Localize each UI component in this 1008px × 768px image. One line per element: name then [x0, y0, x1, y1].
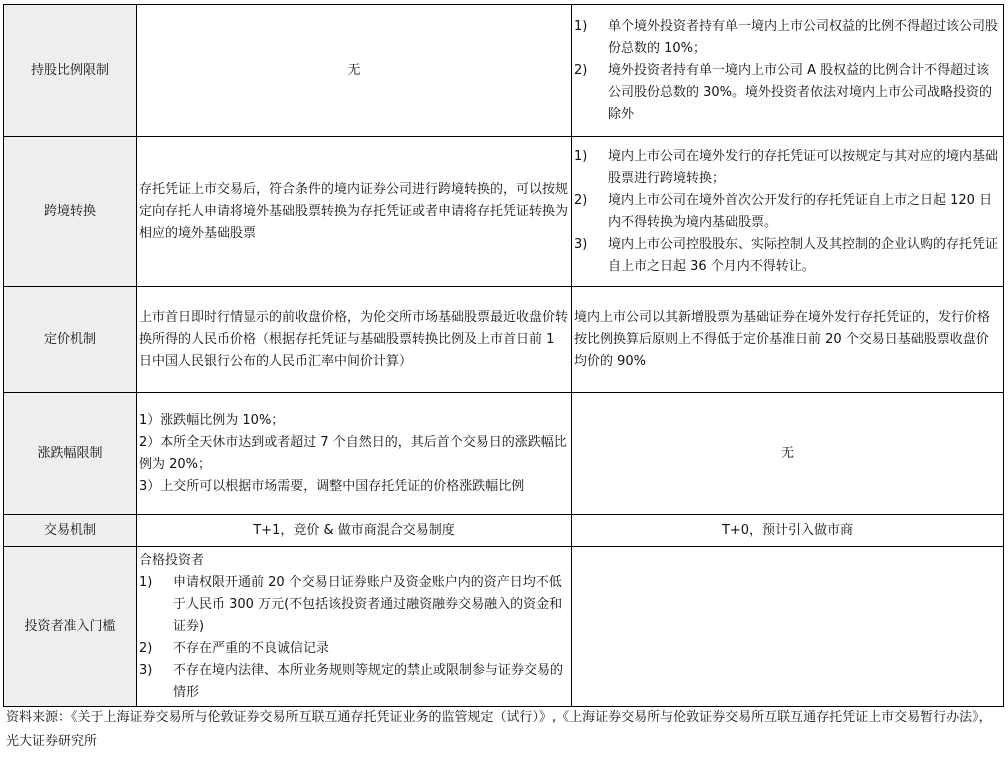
- cell-text: T+0，预计引入做市商: [572, 515, 1004, 547]
- list-number: 1): [574, 18, 588, 34]
- row-label: 交易机制: [4, 515, 137, 547]
- row-label: 跨境转换: [4, 137, 137, 287]
- line-item: 1）涨跌幅比例为 10%；: [139, 412, 285, 428]
- table-row: [4, 5, 1004, 137]
- list-item: [574, 234, 1001, 278]
- source-note: 资料来源：《关于上海证券交易所与伦敦证券交易所互联互通存托凭证业务的监管规定（试行）》,《上海证券交易所与伦敦证券交易所互联互通存托凭证上市交易暂行办法》，光大证券研究所: [6, 710, 992, 749]
- list-number: 3): [139, 662, 153, 678]
- line-item: 3）上交所可以根据市场需要，调整中国存托凭证的价格涨跌幅比例: [139, 478, 525, 494]
- cell-text: 境内上市公司以其新增股票为基础证券在境外发行存托凭证的，发行价格按比例换算后原则上不得低于定价基准日前 20 个交易日基础股票收盘价均价的 90%: [572, 287, 1004, 393]
- list-text: 境内上市公司在境外发行的存托凭证可以按规定与其对应的境内基础股票进行跨境转换；: [608, 148, 999, 186]
- list-item: [574, 60, 1001, 126]
- row-label: 定价机制: [4, 287, 137, 393]
- list-item: [139, 638, 569, 660]
- list-item: [574, 146, 1001, 190]
- list-text: 境内上市公司在境外首次公开发行的存托凭证自上市之日起 120 日内不得转换为境内基础股票。: [608, 192, 993, 230]
- cell-list: [572, 5, 1004, 137]
- cell-text: 无: [572, 393, 1004, 515]
- list-text: 单个境外投资者持有单一境内上市公司权益的比例不得超过该公司股份总数的 10%；: [608, 18, 999, 56]
- cell-list: [572, 137, 1004, 287]
- list-text: 境内上市公司控股股东、实际控制人及其控制的企业认购的存托凭证自上市之日起 36 个月内不得转让。: [608, 236, 999, 274]
- table-row: [4, 393, 1004, 515]
- list-number: 3): [574, 236, 588, 252]
- list-item: [574, 190, 1001, 234]
- table-row: [4, 287, 1004, 393]
- list-text: 申请权限开通前 20 个交易日证券账户及资金账户内的资产日均不低于人民币 300 万元(不包括该投资者通过融资融券交易融入的资金和证券): [173, 574, 563, 634]
- cell-text: 无: [137, 5, 572, 137]
- cell-text: 存托凭证上市交易后，符合条件的境内证券公司进行跨境转换的，可以按规定向存托人申请将境外基础股票转换为存托凭证或者申请将存托凭证转换为相应的境外基础股票: [137, 137, 572, 287]
- cell-text: 上市首日即时行情显示的前收盘价格，为伦交所市场基础股票最近收盘价转换所得的人民币价格（根据存托凭证与基础股票转换比例及上市首日前 1 日中国人民银行公布的人民币汇率中间价计算）: [137, 287, 572, 393]
- list-header: 合格投资者: [139, 552, 205, 568]
- cell-text: [572, 547, 1004, 707]
- list-number: 2): [574, 62, 588, 78]
- table-row: [4, 137, 1004, 287]
- cell-list: [137, 547, 572, 707]
- cell-text: T+1，竞价 & 做市商混合交易制度: [137, 515, 572, 547]
- table-row: [4, 547, 1004, 707]
- list-item: [139, 572, 569, 638]
- comparison-table: [3, 4, 1004, 707]
- list-number: 2): [139, 640, 153, 656]
- table-row: [4, 515, 1004, 547]
- row-label: 持股比例限制: [4, 5, 137, 137]
- list-text: 不存在严重的不良诚信记录: [173, 640, 330, 656]
- list-text: 境外投资者持有单一境内上市公司 A 股权益的比例合计不得超过该公司股份总数的 30%。境外投资者依法对境内上市公司战略投资的除外: [608, 62, 993, 122]
- list-text: 不存在境内法律、本所业务规则等规定的禁止或限制参与证券交易的情形: [173, 662, 564, 700]
- row-label: 投资者准入门槛: [4, 547, 137, 707]
- list-item: [139, 660, 569, 704]
- list-number: 1): [139, 574, 153, 590]
- cell-lines: [137, 393, 572, 515]
- line-item: 2）本所全天休市达到或者超过 7 个自然日的，其后首个交易日的涨跌幅比例为 20%；: [139, 434, 567, 472]
- list-number: 1): [574, 148, 588, 164]
- row-label: 涨跌幅限制: [4, 393, 137, 515]
- list-number: 2): [574, 192, 588, 208]
- list-item: [574, 16, 1001, 60]
